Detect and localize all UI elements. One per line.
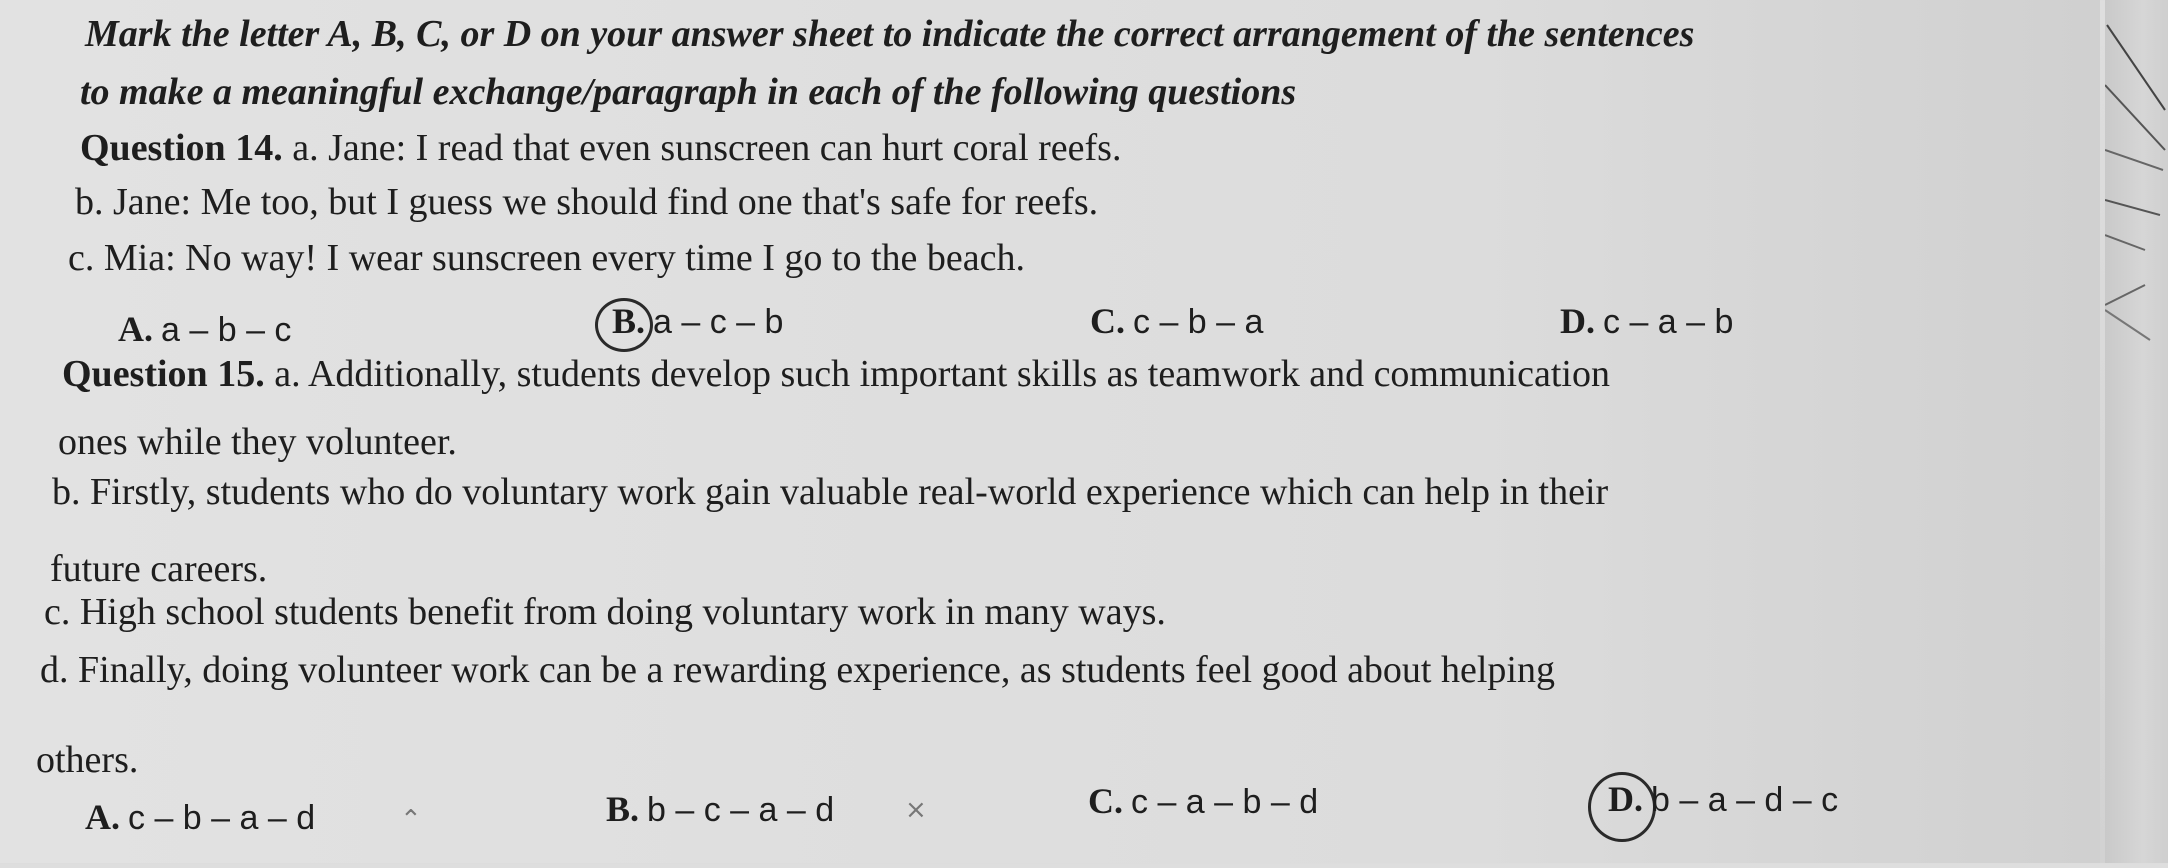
q15-sentence-a-line2: ones while they volunteer.: [58, 421, 457, 463]
q14-option-d-value: c – a – b: [1603, 303, 1734, 341]
q15-sentence-a-line1: [62, 352, 1610, 396]
q15-sentence-b-line2: future careers.: [50, 548, 268, 590]
pencil-mark-icon: ⌃: [400, 805, 422, 835]
q14-option-b-value: a – c – b: [653, 303, 784, 341]
q14-option-a[interactable]: [118, 308, 291, 350]
q15-sentence-b-line1: b. Firstly, students who do voluntary work gain valuable real-world experience which can help in their: [52, 471, 1609, 513]
q15-option-d-letter: D.: [1608, 779, 1643, 819]
q15-option-d[interactable]: [1608, 778, 1838, 820]
q15-option-c[interactable]: [1088, 780, 1318, 822]
page-edge-lines: [2105, 0, 2168, 863]
q15-option-b[interactable]: [606, 788, 834, 830]
q14-option-a-value: a – b – c: [161, 311, 292, 349]
q15-sentence-d-line1: d. Finally, doing volunteer work can be a rewarding experience, as students feel good about helping: [40, 649, 1555, 691]
q15-option-a-letter: A.: [85, 797, 120, 837]
instruction-line-1: Mark the letter A, B, C, or D on your answer sheet to indicate the correct arrangement of the sentences: [85, 13, 1695, 55]
q14-label: Question 14.: [80, 127, 283, 169]
q14-option-c[interactable]: [1090, 300, 1263, 342]
q14-option-c-letter: C.: [1090, 301, 1125, 341]
q15-sentence-d-line2: others.: [36, 739, 139, 781]
q14-sentence-a: [80, 126, 1121, 170]
q14-sentence-c: c. Mia: No way! I wear sunscreen every time I go to the beach.: [68, 237, 1026, 279]
q15-option-a-value: c – b – a – d: [128, 799, 316, 837]
q15-option-c-letter: C.: [1088, 781, 1123, 821]
q15-label: Question 15.: [62, 353, 265, 395]
q14-option-b[interactable]: [612, 300, 783, 342]
q15-option-b-value: b – c – a – d: [647, 791, 835, 829]
q14-option-a-letter: A.: [118, 309, 153, 349]
q14-a-text: a. Jane: I read that even sunscreen can hurt coral reefs.: [292, 127, 1122, 169]
q15-option-c-value: c – a – b – d: [1131, 783, 1319, 821]
q15-option-d-value: b – a – d – c: [1651, 781, 1839, 819]
q15-a-text: a. Additionally, students develop such important skills as teamwork and communication: [274, 353, 1610, 395]
cross-mark-icon: ×: [905, 795, 927, 825]
q14-option-b-letter: B.: [612, 301, 646, 341]
instruction-line-2: to make a meaningful exchange/paragraph in each of the following questions: [80, 71, 1297, 113]
q14-sentence-b: b. Jane: Me too, but I guess we should find one that's safe for reefs.: [75, 181, 1099, 223]
q14-option-c-value: c – b – a: [1133, 303, 1264, 341]
q14-option-d[interactable]: [1560, 300, 1733, 342]
page-edge: [2105, 0, 2168, 863]
q14-option-d-letter: D.: [1560, 301, 1595, 341]
q15-option-b-letter: B.: [606, 789, 640, 829]
q15-sentence-c: c. High school students benefit from doing voluntary work in many ways.: [44, 591, 1166, 633]
q15-option-a[interactable]: [85, 796, 315, 838]
